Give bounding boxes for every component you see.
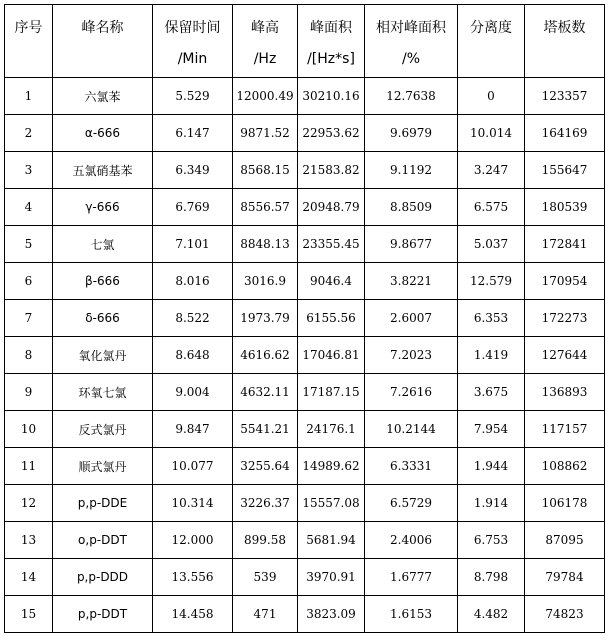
cell-peak-area: 24176.1 [298, 411, 365, 448]
cell-index: 2 [5, 115, 53, 152]
cell-relative-peak-area: 10.2144 [365, 411, 458, 448]
cell-resolution: 6.575 [458, 189, 525, 226]
cell-peak-height: 471 [233, 596, 298, 633]
cell-resolution: 3.247 [458, 152, 525, 189]
cell-plate-number: 106178 [525, 485, 605, 522]
cell-resolution: 6.353 [458, 300, 525, 337]
header-resolution-label: 分离度 [470, 20, 512, 36]
cell-index: 13 [5, 522, 53, 559]
cell-retention-time: 9.004 [153, 374, 233, 411]
table-row [5, 374, 605, 411]
cell-peak-area: 17046.81 [298, 337, 365, 374]
cell-relative-peak-area: 9.1192 [365, 152, 458, 189]
cell-relative-peak-area: 3.8221 [365, 263, 458, 300]
cell-peak-height: 3226.37 [233, 485, 298, 522]
cell-peak-name: 反式氯丹 [53, 411, 153, 448]
cell-plate-number: 180539 [525, 189, 605, 226]
cell-peak-name: γ-666 [53, 189, 153, 226]
cell-plate-number: 155647 [525, 152, 605, 189]
cell-peak-area: 15557.08 [298, 485, 365, 522]
header-index [5, 5, 53, 78]
cell-peak-height: 9871.52 [233, 115, 298, 152]
cell-peak-height: 3016.9 [233, 263, 298, 300]
cell-retention-time: 13.556 [153, 559, 233, 596]
cell-resolution: 3.675 [458, 374, 525, 411]
header-peak-area-unit: /[Hz*s] [307, 51, 355, 67]
cell-peak-area: 5681.94 [298, 522, 365, 559]
cell-peak-height: 12000.49 [233, 78, 298, 115]
cell-resolution: 5.037 [458, 226, 525, 263]
cell-retention-time: 6.769 [153, 189, 233, 226]
cell-relative-peak-area: 6.3331 [365, 448, 458, 485]
cell-peak-height: 4632.11 [233, 374, 298, 411]
cell-retention-time: 8.648 [153, 337, 233, 374]
cell-peak-area: 22953.62 [298, 115, 365, 152]
cell-peak-area: 20948.79 [298, 189, 365, 226]
cell-retention-time: 10.077 [153, 448, 233, 485]
cell-relative-peak-area: 1.6153 [365, 596, 458, 633]
header-relative-peak-area-unit: /% [401, 51, 421, 67]
cell-peak-name: 六氯苯 [53, 78, 153, 115]
header-retention-time [153, 5, 233, 78]
cell-peak-name: p,p-DDD [53, 559, 153, 596]
table-row [5, 300, 605, 337]
cell-resolution: 1.944 [458, 448, 525, 485]
header-peak-name-label: 峰名称 [81, 20, 124, 36]
cell-plate-number: 164169 [525, 115, 605, 152]
table-row [5, 448, 605, 485]
cell-index: 7 [5, 300, 53, 337]
cell-relative-peak-area: 9.6979 [365, 115, 458, 152]
table-row [5, 189, 605, 226]
header-plate-number [525, 5, 605, 78]
cell-plate-number: 117157 [525, 411, 605, 448]
header-resolution [458, 5, 525, 78]
cell-retention-time: 12.000 [153, 522, 233, 559]
cell-plate-number: 127644 [525, 337, 605, 374]
cell-peak-height: 8568.15 [233, 152, 298, 189]
cell-relative-peak-area: 1.6777 [365, 559, 458, 596]
cell-peak-name: 七氯 [53, 226, 153, 263]
cell-index: 1 [5, 78, 53, 115]
cell-retention-time: 5.529 [153, 78, 233, 115]
table-row [5, 522, 605, 559]
cell-relative-peak-area: 7.2616 [365, 374, 458, 411]
cell-resolution: 10.014 [458, 115, 525, 152]
cell-peak-name: 环氧七氯 [53, 374, 153, 411]
cell-plate-number: 172841 [525, 226, 605, 263]
cell-relative-peak-area: 2.6007 [365, 300, 458, 337]
cell-index: 8 [5, 337, 53, 374]
table-row [5, 226, 605, 263]
cell-index: 10 [5, 411, 53, 448]
cell-peak-area: 17187.15 [298, 374, 365, 411]
cell-plate-number: 172273 [525, 300, 605, 337]
header-peak-height-label: 峰高 [251, 20, 279, 36]
header-peak-area-label: 峰面积 [310, 20, 352, 36]
cell-relative-peak-area: 7.2023 [365, 337, 458, 374]
cell-peak-height: 5541.21 [233, 411, 298, 448]
cell-peak-name: p,p-DDT [53, 596, 153, 633]
cell-relative-peak-area: 2.4006 [365, 522, 458, 559]
cell-peak-area: 30210.16 [298, 78, 365, 115]
cell-index: 14 [5, 559, 53, 596]
cell-resolution: 0 [458, 78, 525, 115]
cell-plate-number: 87095 [525, 522, 605, 559]
cell-peak-height: 1973.79 [233, 300, 298, 337]
cell-retention-time: 14.458 [153, 596, 233, 633]
cell-retention-time: 10.314 [153, 485, 233, 522]
cell-peak-name: δ-666 [53, 300, 153, 337]
cell-resolution: 8.798 [458, 559, 525, 596]
cell-peak-area: 23355.45 [298, 226, 365, 263]
cell-index: 9 [5, 374, 53, 411]
cell-peak-height: 899.58 [233, 522, 298, 559]
header-row [5, 5, 605, 78]
header-retention-time-unit: /Min [177, 51, 208, 67]
cell-retention-time: 8.016 [153, 263, 233, 300]
cell-resolution: 1.419 [458, 337, 525, 374]
cell-resolution: 12.579 [458, 263, 525, 300]
cell-peak-height: 8556.57 [233, 189, 298, 226]
header-relative-peak-area-label: 相对峰面积 [376, 20, 446, 36]
table-row [5, 596, 605, 633]
header-relative-peak-area [365, 5, 458, 78]
cell-peak-name: p,p-DDE [53, 485, 153, 522]
table-row [5, 115, 605, 152]
cell-retention-time: 6.349 [153, 152, 233, 189]
table-row [5, 559, 605, 596]
cell-peak-name: α-666 [53, 115, 153, 152]
cell-index: 12 [5, 485, 53, 522]
cell-resolution: 7.954 [458, 411, 525, 448]
cell-plate-number: 170954 [525, 263, 605, 300]
cell-peak-name: 氧化氯丹 [53, 337, 153, 374]
cell-plate-number: 74823 [525, 596, 605, 633]
cell-plate-number: 79784 [525, 559, 605, 596]
cell-retention-time: 7.101 [153, 226, 233, 263]
header-plate-number-label: 塔板数 [543, 20, 586, 36]
cell-plate-number: 123357 [525, 78, 605, 115]
cell-index: 15 [5, 596, 53, 633]
cell-retention-time: 8.522 [153, 300, 233, 337]
cell-peak-area: 14989.62 [298, 448, 365, 485]
cell-retention-time: 6.147 [153, 115, 233, 152]
cell-peak-height: 539 [233, 559, 298, 596]
cell-retention-time: 9.847 [153, 411, 233, 448]
table-row [5, 485, 605, 522]
cell-peak-area: 9046.4 [298, 263, 365, 300]
cell-plate-number: 136893 [525, 374, 605, 411]
table-row [5, 78, 605, 115]
table-row [5, 263, 605, 300]
cell-index: 4 [5, 189, 53, 226]
header-peak-height-unit: /Hz [253, 51, 277, 67]
table-row [5, 411, 605, 448]
cell-peak-area: 3970.91 [298, 559, 365, 596]
table-row [5, 337, 605, 374]
cell-index: 11 [5, 448, 53, 485]
cell-resolution: 6.753 [458, 522, 525, 559]
table-body [5, 78, 605, 633]
cell-peak-area: 21583.82 [298, 152, 365, 189]
cell-plate-number: 108862 [525, 448, 605, 485]
header-retention-time-label: 保留时间 [164, 20, 221, 36]
cell-peak-name: o,p-DDT [53, 522, 153, 559]
cell-relative-peak-area: 12.7638 [365, 78, 458, 115]
cell-index: 3 [5, 152, 53, 189]
results-table [4, 4, 605, 633]
cell-index: 6 [5, 263, 53, 300]
cell-peak-height: 3255.64 [233, 448, 298, 485]
cell-relative-peak-area: 8.8509 [365, 189, 458, 226]
table-row [5, 152, 605, 189]
cell-relative-peak-area: 9.8677 [365, 226, 458, 263]
cell-index: 5 [5, 226, 53, 263]
header-index-label: 序号 [14, 20, 43, 36]
header-peak-height [233, 5, 298, 78]
cell-peak-name: 五氯硝基苯 [53, 152, 153, 189]
header-peak-area [298, 5, 365, 78]
cell-relative-peak-area: 6.5729 [365, 485, 458, 522]
cell-resolution: 1.914 [458, 485, 525, 522]
cell-peak-area: 3823.09 [298, 596, 365, 633]
cell-peak-height: 8848.13 [233, 226, 298, 263]
cell-peak-name: 顺式氯丹 [53, 448, 153, 485]
cell-peak-height: 4616.62 [233, 337, 298, 374]
cell-peak-area: 6155.56 [298, 300, 365, 337]
cell-peak-name: β-666 [53, 263, 153, 300]
cell-resolution: 4.482 [458, 596, 525, 633]
header-peak-name [53, 5, 153, 78]
